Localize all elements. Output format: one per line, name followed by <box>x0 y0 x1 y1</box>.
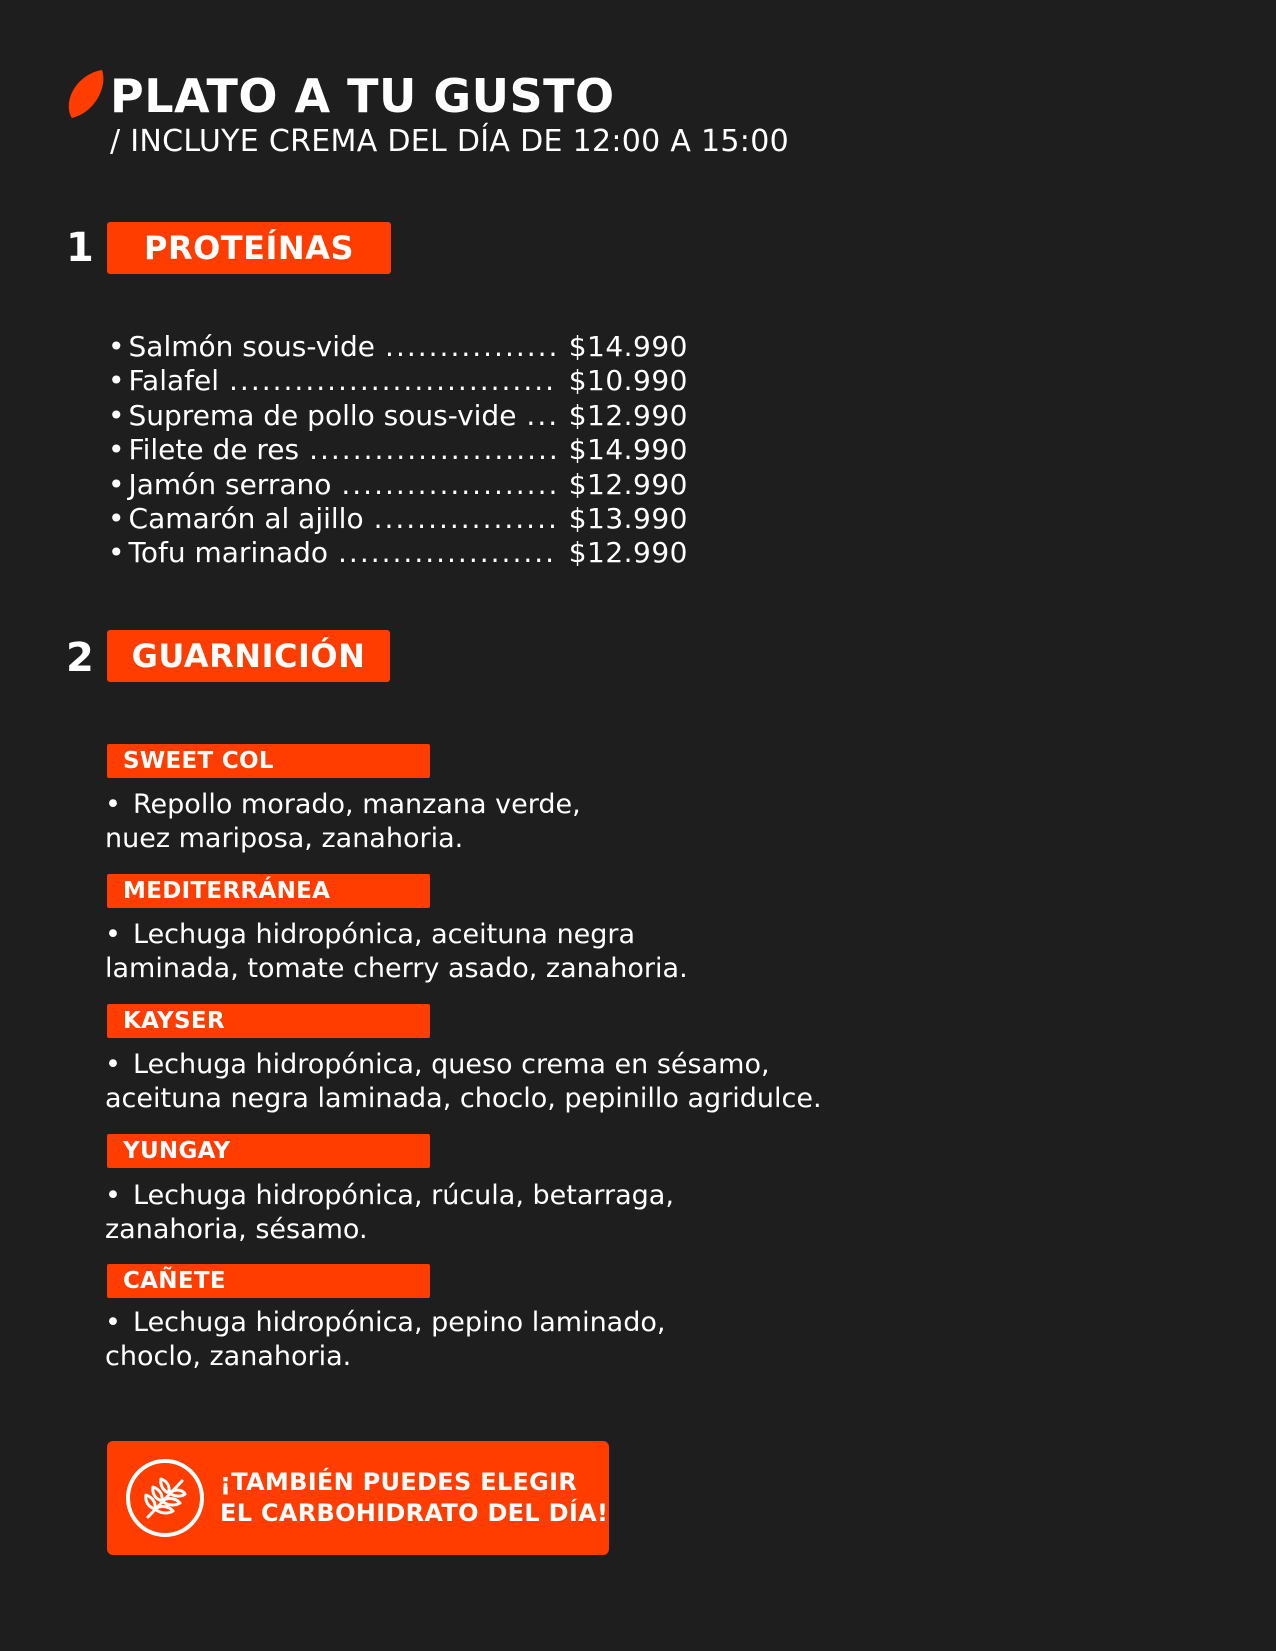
protein-price: $12.990 <box>568 467 688 501</box>
list-item: • Salmón sous-vide ..... $14.990 <box>108 330 688 364</box>
protein-name: Salmón sous-vide <box>128 330 376 363</box>
callout-line-1: ¡TAMBIÉN PUEDES ELEGIR <box>220 1468 578 1496</box>
protein-name: Suprema de pollo sous-vide <box>128 398 517 432</box>
page-title: PLATO A TU GUSTO <box>110 69 615 123</box>
garnish-tag: KAYSER <box>107 1004 430 1038</box>
garnish-tag: MEDITERRÁNEA <box>107 874 430 908</box>
protein-name: Camarón al ajillo <box>128 502 364 536</box>
protein-price: $10.990 <box>568 364 688 398</box>
protein-price: $14.990 <box>568 433 688 467</box>
protein-name: Filete de res <box>128 433 300 467</box>
wheat-icon <box>124 1457 206 1539</box>
section-number-proteins: 1 <box>66 225 94 271</box>
carb-callout <box>107 1441 609 1555</box>
section-label-garnish: GUARNICIÓN <box>107 630 390 682</box>
garnish-tag: SWEET COL <box>107 744 430 778</box>
garnish-description: • Repollo morado, manzana verde, nuez mariposa, zanahoria. <box>105 789 581 854</box>
garnish-description: • Lechuga hidropónica, rúcula, betarraga, zanahoria, sésamo. <box>105 1180 674 1245</box>
leaf-icon <box>66 68 106 120</box>
callout-line-2: EL CARBOHIDRATO DEL DÍA! <box>220 1499 609 1527</box>
protein-price: $12.990 <box>568 398 688 432</box>
protein-list <box>108 330 688 571</box>
list-item: • Tofu marinado ..... $12.990 <box>108 536 688 570</box>
list-item: • Camarón al ajillo ..... $13.990 <box>108 502 688 536</box>
list-item: • Suprema de pollo sous-vide ..... $12.990 <box>108 399 688 433</box>
protein-name: Tofu marinado <box>128 536 329 570</box>
protein-price: $13.990 <box>568 502 688 536</box>
garnish-tag: YUNGAY <box>107 1134 430 1168</box>
protein-name: Falafel <box>128 364 220 398</box>
protein-price: $14.990 <box>568 330 688 363</box>
section-label-proteins: PROTEÍNAS <box>107 222 391 274</box>
page-subtitle: / INCLUYE CREMA DEL DÍA DE 12:00 A 15:00 <box>110 124 789 159</box>
protein-name: Jamón serrano <box>128 467 332 501</box>
garnish-tag: CAÑETE <box>107 1264 430 1298</box>
garnish-description: • Lechuga hidropónica, aceituna negra laminada, tomate cherry asado, zanahoria. <box>105 919 688 984</box>
garnish-description: • Lechuga hidropónica, queso crema en sésamo, aceituna negra laminada, choclo, pepinillo agridulce. <box>105 1049 822 1114</box>
garnish-description: • Lechuga hidropónica, pepino laminado, choclo, zanahoria. <box>105 1307 666 1372</box>
section-number-garnish: 2 <box>66 635 94 681</box>
list-item: • Falafel ..... $10.990 <box>108 364 688 398</box>
list-item: • Jamón serrano ..... $12.990 <box>108 468 688 502</box>
protein-price: $12.990 <box>568 536 688 570</box>
list-item: • Filete de res ..... $14.990 <box>108 433 688 467</box>
